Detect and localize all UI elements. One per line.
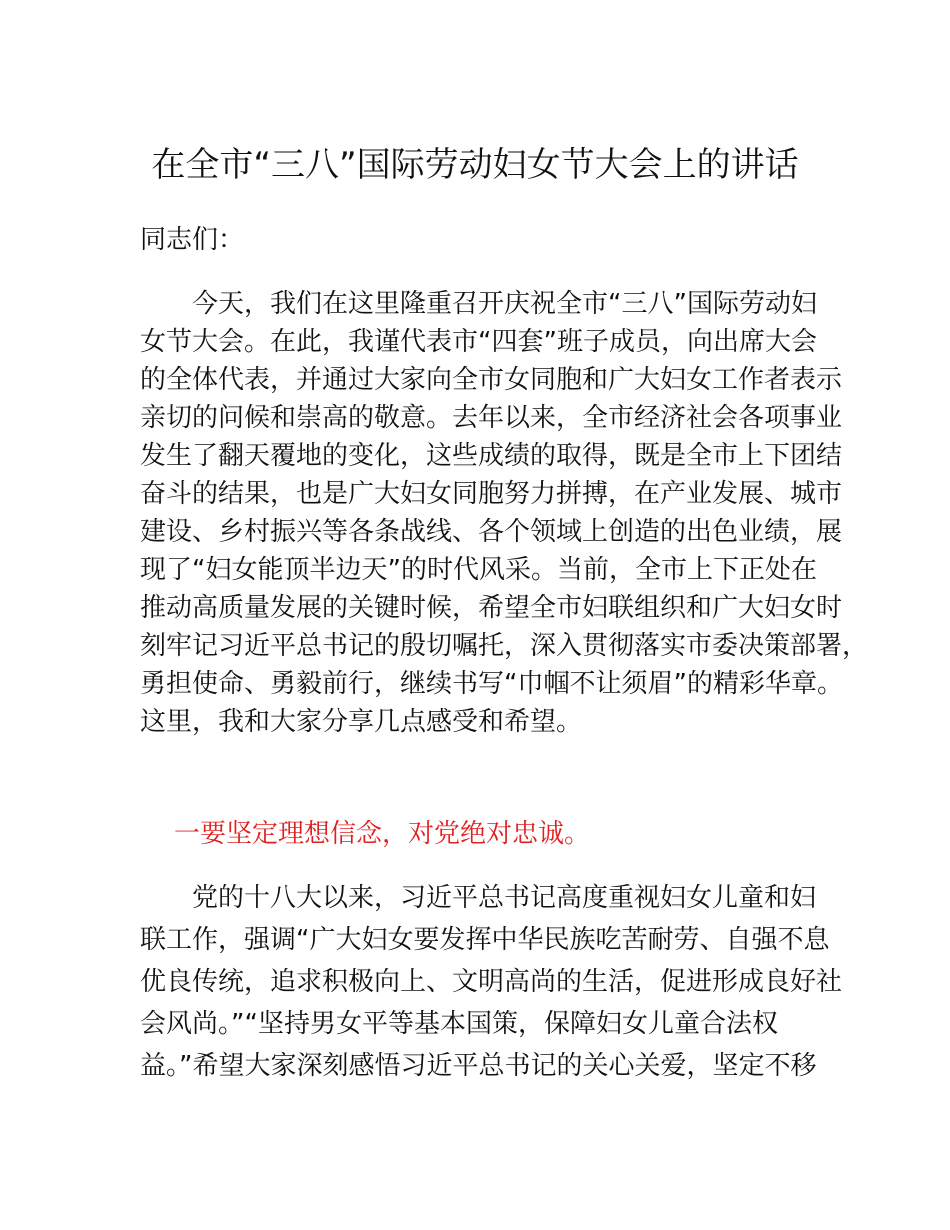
paragraph-line: 益。”希望大家深刻感悟习近平总书记的关心关爱，坚定不移 bbox=[140, 1051, 817, 1081]
paragraph-line: 今天，我们在这里隆重召开庆祝全市“三八”国际劳动妇 bbox=[192, 289, 817, 319]
document-title: 在全市“三八”国际劳动妇女节大会上的讲话 bbox=[151, 145, 799, 185]
paragraph-line: 现了“妇女能顶半边天”的时代风采。当前，全市上下正处在 bbox=[140, 555, 817, 585]
paragraph-line: 推动高质量发展的关键时候，希望全市妇联组织和广大妇女时 bbox=[140, 593, 843, 623]
paragraph-line: 奋斗的结果，也是广大妇女同胞努力拼搏，在产业发展、城市 bbox=[140, 479, 843, 509]
paragraph-line: 勇担使命、勇毅前行，继续书写“巾帼不让须眉”的精彩华章。 bbox=[140, 669, 843, 699]
paragraph-line: 优良传统，追求积极向上、文明高尚的生活，促进形成良好社 bbox=[140, 967, 843, 997]
paragraph-line: 亲切的问候和崇高的敬意。去年以来，全市经济社会各项事业 bbox=[140, 403, 843, 433]
paragraph-line: 发生了翻天覆地的变化，这些成绩的取得，既是全市上下团结 bbox=[140, 441, 843, 471]
paragraph-line: 刻牢记习近平总书记的殷切嘱托，深入贯彻落实市委决策部署， bbox=[140, 631, 869, 661]
paragraph-line: 建设、乡村振兴等各条战线、各个领域上创造的出色业绩，展 bbox=[140, 517, 843, 547]
paragraph-line: 这里，我和大家分享几点感受和希望。 bbox=[140, 707, 583, 737]
paragraph-line: 联工作，强调“广大妇女要发挥中华民族吃苦耐劳、自强不息 bbox=[140, 925, 830, 955]
paragraph-line: 党的十八大以来，习近平总书记高度重视妇女儿童和妇 bbox=[192, 883, 817, 913]
salutation: 同志们： bbox=[140, 225, 245, 255]
paragraph-line: 女节大会。在此，我谨代表市“四套”班子成员，向出席大会 bbox=[140, 327, 817, 357]
section-1-heading: 一要坚定理想信念，对党绝对忠诚。 bbox=[174, 819, 591, 849]
paragraph-line: 的全体代表，并通过大家向全市女同胞和广大妇女工作者表示 bbox=[140, 365, 843, 395]
paragraph-line: 会风尚。”“坚持男女平等基本国策，保障妇女儿童合法权 bbox=[140, 1009, 778, 1039]
